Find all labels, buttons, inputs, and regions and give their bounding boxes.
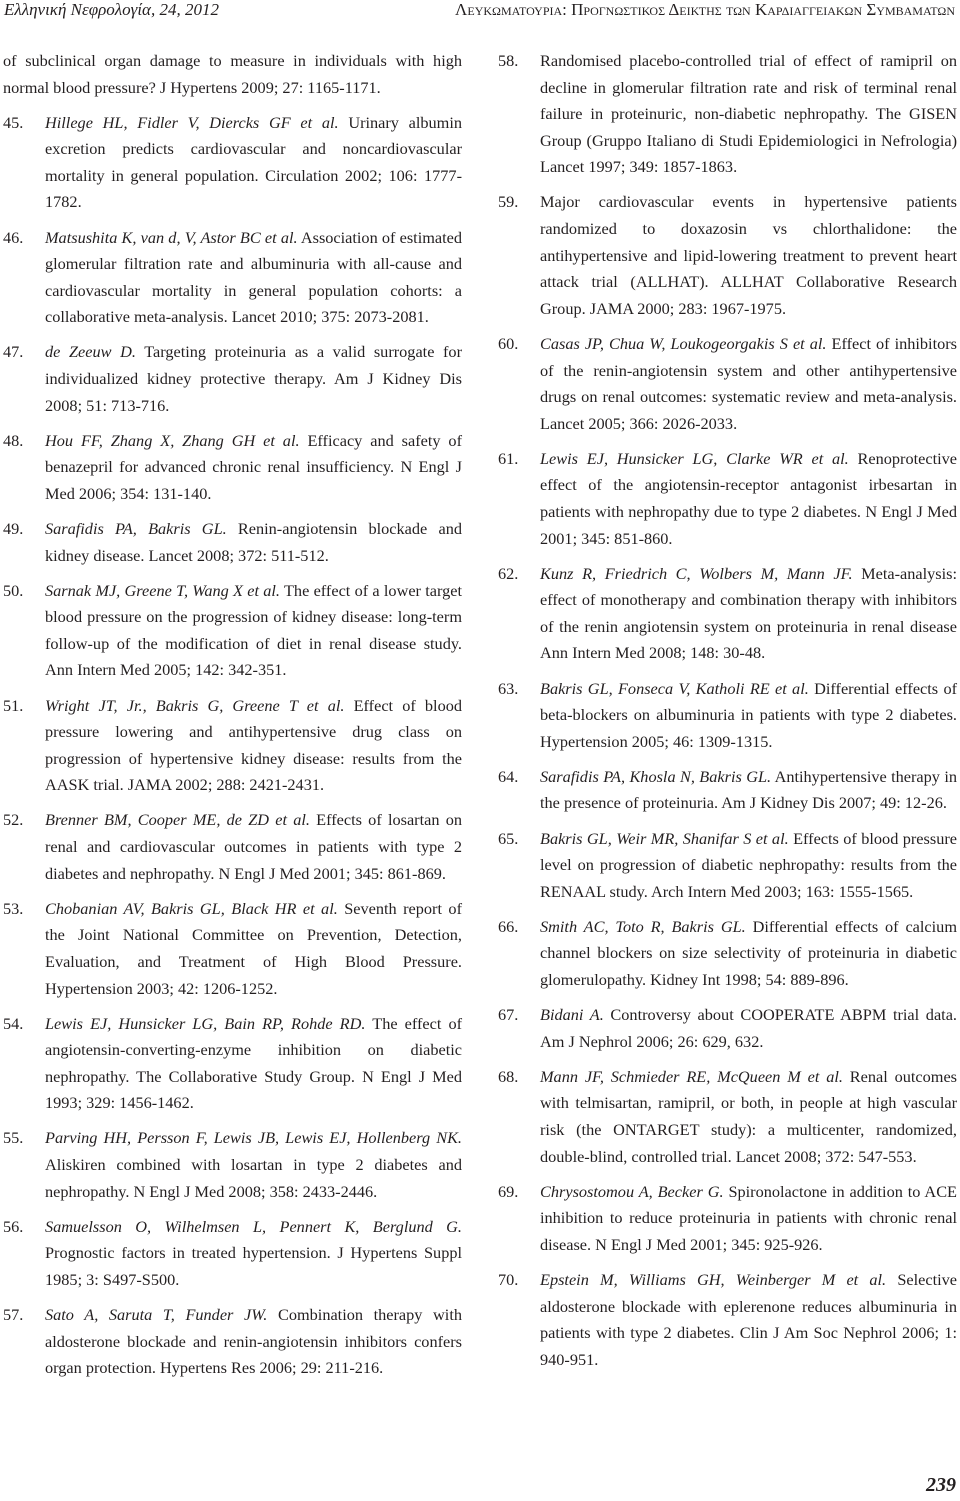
reference-number: 50. [3, 580, 24, 600]
reference-number: 65. [498, 828, 519, 848]
reference-number: 48. [3, 430, 24, 450]
reference-text: The effect of a lower target blood pressure on the progression of kidney disease: long-term follow-up of the modification of diet in renal disease study. Ann Intern Med 2005; 142: 342-351. [45, 580, 463, 680]
article-title: Λευκωματουρια: Προγνωστικος Δεικτης των Καρδιαγγειακων Συμβαματων [455, 0, 955, 19]
reference-authors: Wright JT, Jr., Bakris G, Greene T et al. [45, 695, 345, 715]
reference-authors: Sato A, Saruta T, Funder JW. [45, 1305, 268, 1325]
reference-authors: Mann JF, Schmieder RE, McQueen M et al. [540, 1066, 843, 1086]
reference-item [498, 914, 957, 994]
reference-text: Spironolactone in addition to ACE inhibition to reduce proteinuria in patients with chronic renal disease. N Engl J Med 2001; 345: 925-926. [540, 1181, 957, 1254]
reference-authors: Kunz R, Friedrich C, Wolbers M, Mann JF. [540, 563, 853, 583]
reference-authors: Hou FF, Zhang X, Zhang GH et al. [45, 430, 300, 450]
reference-item [3, 339, 462, 419]
reference-item [3, 110, 462, 216]
reference-number: 59. [498, 192, 519, 212]
reference-number: 58. [498, 51, 519, 70]
reference-column-right [498, 48, 957, 1382]
reference-number: 61. [498, 448, 519, 468]
reference-text: Association of estimated glomerular filtration rate and albuminuria with all-cause and cardiovascular mortality in general population cohorts: a collaborative meta-analysis. Lancet 2010; 375: 2073-2081. [45, 227, 463, 327]
reference-column-left [3, 48, 462, 1390]
reference-number: 66. [498, 916, 519, 936]
reference-item [498, 676, 957, 756]
reference-item [498, 1064, 957, 1170]
reference-text: Differential effects of beta-blockers on albuminuria in patients with type 2 diabetes. Hypertension 2005; 46: 1309-1315. [540, 678, 958, 751]
reference-number: 55. [3, 1128, 24, 1148]
reference-item [3, 225, 462, 331]
reference-item [3, 693, 462, 799]
reference-authors: Brenner BM, Cooper ME, de ZD et al. [45, 810, 310, 830]
reference-text: Effect of inhibitors of the renin-angiotensin system and other antihypertensive drugs on renal outcomes: systematic review and meta-analysis. Lancet 2005; 366: 2026-2033. [540, 333, 957, 433]
reference-number: 67. [498, 1005, 519, 1025]
reference-number: 60. [498, 333, 519, 353]
reference-item [498, 826, 957, 906]
reference-authors: Bakris GL, Weir MR, Shanifar S et al. [540, 828, 789, 848]
reference-number: 54. [3, 1013, 24, 1033]
reference-item [3, 1214, 462, 1294]
reference-text: Meta-analysis: effect of monotherapy and combination therapy with inhibitors of the renin angiotensin system on proteinuria in renal disease Ann Intern Med 2008; 148: 30-48. [540, 563, 958, 663]
reference-item [3, 896, 462, 1002]
journal-citation: Ελληνική Νεφρολογία, 24, 2012 [4, 0, 219, 19]
reference-text: Effects of blood pressure level on progression of diabetic nephropathy: results from the RENAAL study. Arch Intern Med 2003; 163: 1555-1565. [540, 828, 957, 901]
reference-text: The effect of angiotensin-converting-enzyme inhibition on diabetic nephropathy. The Collaborative Study Group. N Engl J Med 1993; 329: 1456-1462. [45, 1013, 463, 1113]
reference-number: 68. [498, 1066, 519, 1086]
reference-text: Major cardiovascular events in hypertensive patients randomized to doxazosin vs chlorthalidone: the antihypertensive and lipid-lowering treatment to prevent heart attack trial (ALLHAT). ALLHAT Collaborative Research Group. JAMA 2000; 283: 1967-1975. [540, 192, 957, 318]
reference-item [498, 1267, 957, 1373]
reference-item [3, 48, 462, 101]
reference-item [3, 1011, 462, 1117]
reference-item [498, 48, 957, 181]
reference-authors: Chobanian AV, Bakris GL, Black HR et al. [45, 898, 338, 918]
reference-item [498, 561, 957, 667]
reference-text: Antihypertensive therapy in the presence of proteinuria. Am J Kidney Dis 2007; 49: 12-26. [540, 766, 957, 813]
reference-authors: Parving HH, Persson F, Lewis JB, Lewis EJ, Hollenberg NK. [45, 1128, 462, 1148]
reference-item [498, 446, 957, 552]
reference-authors: Sarnak MJ, Greene T, Wang X et al. [45, 580, 280, 600]
reference-authors: Epstein M, Williams GH, Weinberger M et al. [540, 1269, 887, 1289]
reference-text: Controversy about COOPERATE ABPM trial data. Am J Nephrol 2006; 26: 629, 632. [540, 1005, 957, 1051]
reference-authors: Lewis EJ, Hunsicker LG, Bain RP, Rohde RD. [45, 1013, 366, 1033]
reference-text: Renoprotective effect of the angiotensin-receptor antagonist irbesartan in patients with nephropathy due to type 2 diabetes. N Engl J Med 2001; 345: 851-860. [540, 448, 957, 548]
reference-authors: Chrysostomou A, Becker G. [540, 1181, 724, 1201]
reference-item [3, 516, 462, 569]
reference-authors: Samuelsson O, Wilhelmsen L, Pennert K, Berglund G. [45, 1216, 462, 1236]
reference-text: Aliskiren combined with losartan in type 2 diabetes and nephropathy. N Engl J Med 2008; 358: 2433-2446. [45, 1155, 462, 1201]
reference-item [498, 331, 957, 437]
reference-text: Combination therapy with aldosterone blockade and renin-angiotensin inhibitors confers organ protection. Hypertens Res 2006; 29: 211-216. [45, 1305, 462, 1378]
reference-number: 64. [498, 766, 519, 786]
reference-number: 51. [3, 695, 24, 715]
reference-item [3, 1302, 462, 1382]
reference-item [3, 807, 462, 887]
reference-text: Effect of blood pressure lowering and antihypertensive drug class on progression of hypertensive kidney disease: results from the AASK trial. JAMA 2002; 288: 2421-2431. [45, 695, 463, 795]
reference-number: 53. [3, 898, 24, 918]
reference-text: Randomised placebo-controlled trial of effect of ramipril on decline in glomerular filtration rate and risk of terminal renal failure in proteinuric, non-diabetic nephropathy. The GISEN Group (Gruppo Italiano di Studi Epidemiologici in Nefrologia) Lancet 1997; 349: 1857-1863. [540, 51, 957, 177]
reference-text: Seventh report of the Joint National Committee on Prevention, Detection, Evaluation, and Treatment of High Blood Pressure. Hypertension 2003; 42: 1206-1252. [45, 898, 462, 998]
reference-authors: Sarafidis PA, Bakris GL. [45, 519, 227, 538]
reference-authors: Bakris GL, Fonseca V, Katholi RE et al. [540, 678, 809, 698]
reference-text: Prognostic factors in treated hypertension. J Hypertens Suppl 1985; 3: S497-S500. [45, 1243, 462, 1289]
reference-item [498, 1179, 957, 1259]
reference-item [498, 189, 957, 322]
reference-authors: Hillege HL, Fidler V, Diercks GF et al. [45, 112, 339, 132]
reference-item [3, 428, 462, 508]
reference-authors: Smith AC, Toto R, Bakris GL. [540, 916, 746, 936]
running-header [0, 0, 960, 28]
reference-authors: Bidani A. [540, 1005, 604, 1025]
reference-text: of subclinical organ damage to measure in individuals with high normal blood pressure? J Hypertens 2009; 27: 1165-1171. [3, 51, 462, 97]
reference-number: 47. [3, 342, 24, 362]
reference-text: Effects of losartan on renal and cardiovascular outcomes in patients with type 2 diabetes and nephropathy. N Engl J Med 2001; 345: 861-869. [45, 810, 462, 883]
reference-number: 52. [3, 810, 24, 830]
page-number: 239 [926, 1474, 956, 1496]
reference-authors: de Zeeuw D. [45, 342, 136, 362]
reference-text: Efficacy and safety of benazepril for advanced chronic renal insufficiency. N Engl J Med 2006; 354: 131-140. [45, 430, 462, 503]
reference-authors: Casas JP, Chua W, Loukogeorgakis S et al. [540, 333, 827, 353]
reference-number: 62. [498, 563, 519, 583]
reference-authors: Sarafidis PA, Khosla N, Bakris GL. [540, 766, 772, 786]
reference-authors: Lewis EJ, Hunsicker LG, Clarke WR et al. [540, 448, 849, 468]
reference-item [498, 764, 957, 817]
reference-number: 57. [3, 1305, 24, 1325]
reference-number: 49. [3, 519, 24, 538]
reference-text: Renin-angiotensin blockade and kidney disease. Lancet 2008; 372: 511-512. [45, 519, 462, 565]
reference-text: Differential effects of calcium channel blockers on size selectivity of proteinuria in diabetic glomerulopathy. Kidney Int 1998; 54: 889-896. [540, 916, 957, 989]
reference-text: Targeting proteinuria as a valid surrogate for individualized kidney protective therapy. Am J Kidney Dis 2008; 51: 713-716. [45, 342, 462, 415]
reference-number: 56. [3, 1216, 24, 1236]
reference-text: Selective aldosterone blockade with eplerenone reduces albuminuria in patients with type 2 diabetes. Clin J Am Soc Nephrol 2006; 1: 940-951. [540, 1269, 957, 1369]
reference-number: 69. [498, 1181, 519, 1201]
reference-number: 70. [498, 1269, 519, 1289]
reference-item [3, 1125, 462, 1205]
reference-text: Renal outcomes with telmisartan, ramipril, or both, in people at high vascular risk (the ONTARGET study): a multicenter, randomized, double-blind, controlled trial. Lancet 2008; 372: 547-553. [540, 1066, 958, 1166]
reference-text: Urinary albumin excretion predicts cardiovascular and noncardiovascular mortality in general population. Circulation 2002; 106: 1777-1782. [45, 112, 463, 212]
reference-authors: Matsushita K, van d, V, Astor BC et al. [45, 227, 298, 247]
reference-item [3, 578, 462, 684]
reference-item [498, 1002, 957, 1055]
reference-number: 46. [3, 227, 24, 247]
reference-number: 63. [498, 678, 519, 698]
reference-number: 45. [3, 112, 24, 132]
